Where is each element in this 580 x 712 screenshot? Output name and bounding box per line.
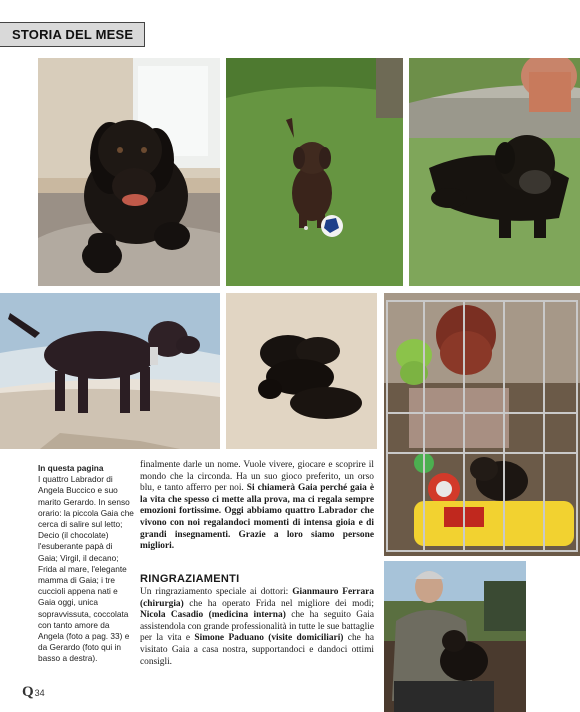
caption-title: In questa pagina xyxy=(38,463,104,473)
p2-a: Un ringraziamento speciale ai dottori: xyxy=(140,587,293,597)
article-paragraph-2 xyxy=(140,587,374,668)
photo-caption xyxy=(38,463,134,665)
photo-decio-grass xyxy=(226,58,403,286)
photo-gerardo-with-gaia xyxy=(384,561,526,712)
photo-virgil-lying xyxy=(409,58,580,286)
section-header xyxy=(0,22,145,47)
p2-e: che ha seguito Gaia assistendola con grande professionalità in tutte le sue battaglie per la vita e xyxy=(140,610,374,644)
caption-text: I quattro Labrador di Angela Buccico e suo marito Gerardo. In senso orario: la piccola Gaia che cerca di salire sul letto; Decio (il chocolate) l'esuberante papà di Gaia; Virgil, il decano; Frida al mare, l'elegante mamma di Gaia; i tre cuccioli appena nati e Gaia oggi, unica sopravvissuta, coccolata con tanto amore da Angela (foto a pag. 33) e da Gerardo (foto qui in basso a destra). xyxy=(38,474,134,664)
page-number-value: 34 xyxy=(34,687,45,698)
p2-f: Simone Paduano (visite domiciliari) xyxy=(194,633,344,644)
p2-b: Gianmauro Ferrara (chirurgia) xyxy=(140,587,375,609)
article-p1-regular: finalmente darle un nome. Vuole vivere, giocare e scoprire il mondo che la circonda. Ha un suo gioco preferito, un orso blu, e tanto afferro per noi. xyxy=(140,460,374,494)
section-heading: RINGRAZIAMENTI xyxy=(140,573,240,585)
page-number xyxy=(22,684,45,701)
p2-d: Nicola Casadio (medicina interna) xyxy=(140,610,286,621)
p2-g: che ha visitato Gaia a casa nostra, supportandoci e dandoci ottimi consigli. xyxy=(140,633,374,667)
photo-newborn-puppies xyxy=(226,293,377,449)
magazine-logo-icon: Q xyxy=(22,684,34,700)
p2-c: che ha operato Frida nel migliore dei modi; xyxy=(183,598,374,609)
photo-frida-beach xyxy=(0,293,220,449)
photo-gaia-puppy-bed xyxy=(38,58,220,286)
photo-gaia-pen xyxy=(384,293,580,556)
section-title-label: STORIA DEL MESE xyxy=(12,27,134,42)
article-paragraph-1 xyxy=(140,460,374,553)
article-p1-bold: Si chiamerà Gaia perché gaia è la vita che spesso ci mette alla prova, ma ci regala sempre emozioni fortissime. Oggi abbiamo quattro Labrador che vivono con noi regalandoci momenti di intensa gioia e di grandi insegnamenti. Grazie a loro siamo persone migliori. xyxy=(140,483,374,552)
